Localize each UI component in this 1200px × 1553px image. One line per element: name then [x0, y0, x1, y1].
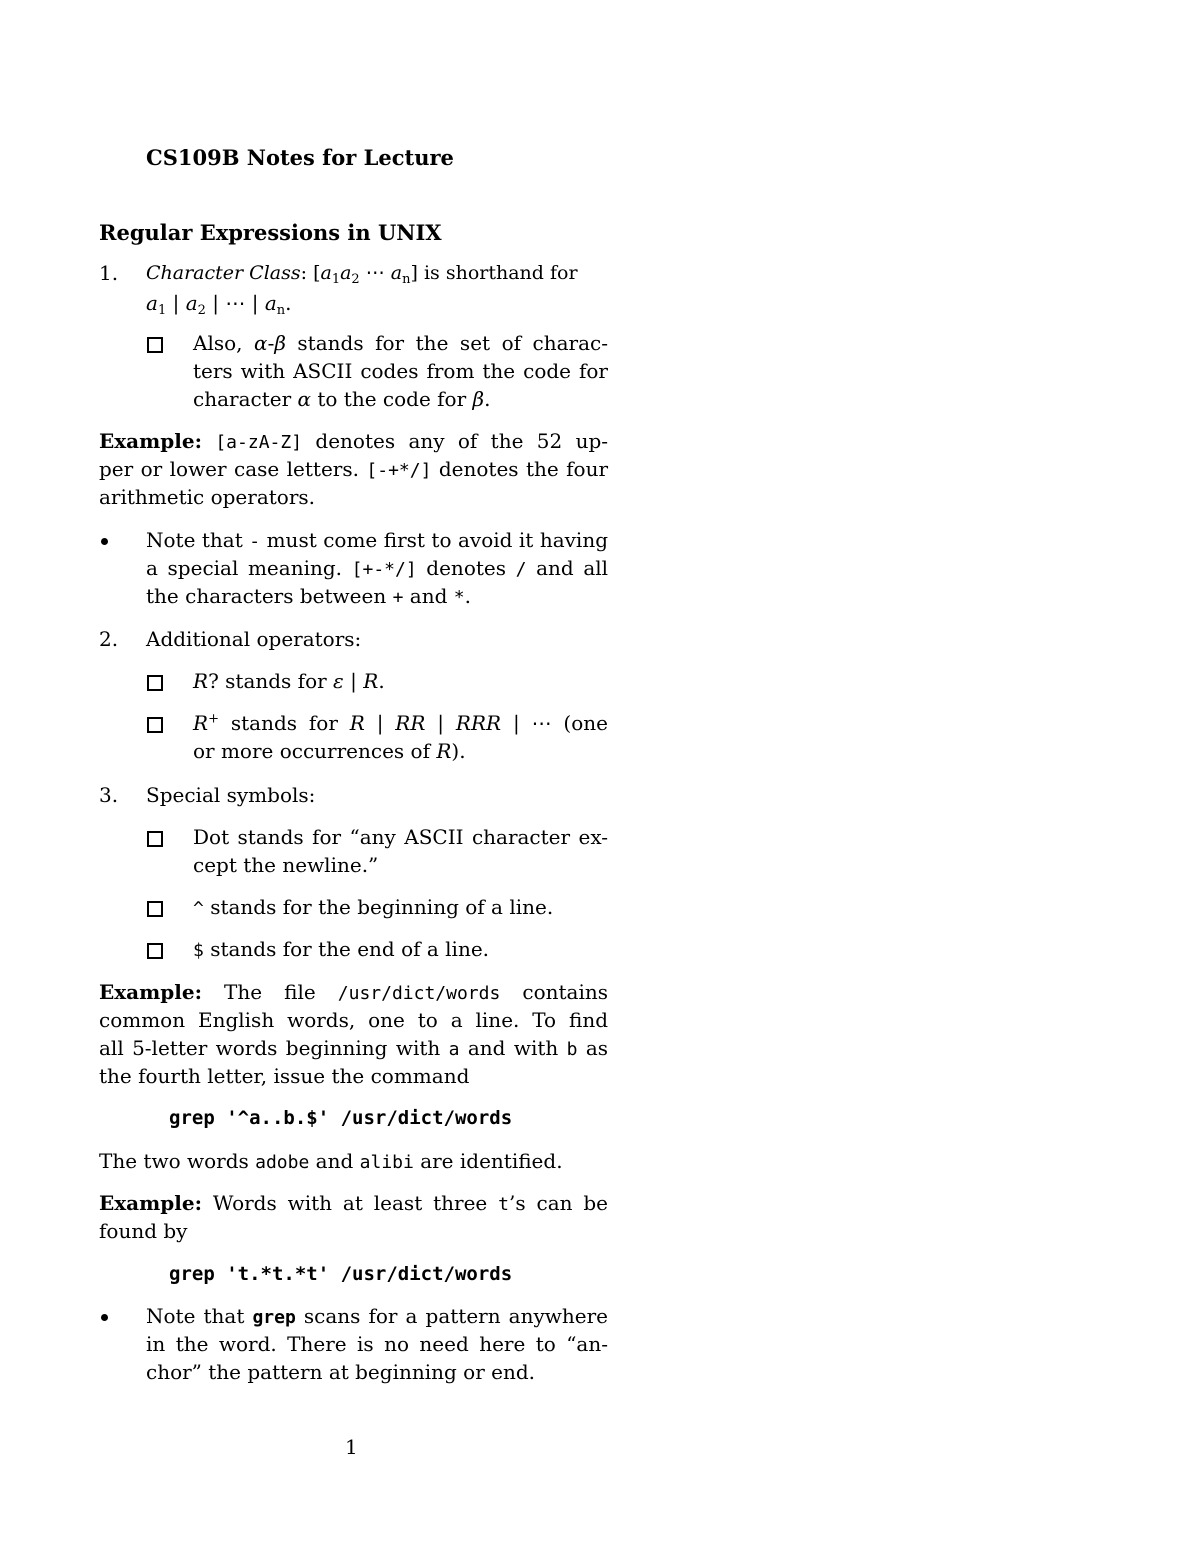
- text: a special meaning.: [146, 556, 343, 580]
- symbol-a: a: [320, 262, 332, 284]
- code: [-+*/]: [366, 460, 432, 481]
- symbol-a: a: [146, 291, 158, 315]
- bar: |: [172, 291, 180, 315]
- example-2-line-3: [99, 1034, 608, 1064]
- example-label: Example:: [99, 1191, 202, 1215]
- ellipsis: ⋯: [225, 291, 246, 315]
- symbol-r: R: [193, 669, 209, 693]
- symbol-a: a: [390, 262, 403, 284]
- alpha-symbol: α: [254, 331, 268, 355]
- page-number: 1: [345, 1435, 358, 1459]
- example-3-line-2: found by: [99, 1219, 188, 1243]
- code: a: [448, 1039, 460, 1060]
- text: and: [315, 1149, 354, 1173]
- symbol-r: R: [363, 669, 379, 693]
- symbol-a: a: [185, 291, 198, 315]
- dash: -: [267, 331, 275, 355]
- note-2-line-1: [146, 1302, 608, 1332]
- bullet-icon: [101, 538, 108, 545]
- subscript: 2: [351, 272, 360, 287]
- subscript: 2: [197, 303, 206, 318]
- section-heading: Regular Expressions in UNIX: [99, 220, 442, 245]
- text: denotes any of the 52 up-: [315, 429, 609, 453]
- text: scans for a pattern anywhere: [303, 1304, 609, 1328]
- item-3-text: Special symbols:: [146, 783, 316, 807]
- period: .: [464, 584, 471, 608]
- example-label: Example:: [99, 429, 202, 453]
- checkbox-square-icon: [147, 717, 163, 733]
- symbol-r: R: [193, 711, 209, 735]
- text: character: [193, 387, 292, 411]
- sub-1-line-1: [193, 329, 608, 357]
- item-1-line-1: [146, 259, 608, 287]
- item-2-number: 2.: [99, 627, 119, 651]
- item-2-sub-2-line-2: [193, 737, 466, 765]
- example-2-line-2: common English words, one to a line. To find: [99, 1008, 608, 1032]
- text: denotes: [426, 556, 506, 580]
- subscript: 1: [331, 272, 341, 287]
- epsilon-symbol: ε: [333, 669, 344, 693]
- period: .: [378, 669, 385, 693]
- code: grep: [252, 1307, 296, 1328]
- text: ’s can be: [509, 1191, 609, 1215]
- period: .: [484, 387, 491, 411]
- item-3-sub-1-line-2: cept the newline.”: [193, 853, 379, 877]
- beta-symbol: β: [274, 331, 286, 355]
- example-3-line-1: [99, 1189, 608, 1219]
- grep-command-2: grep 't.*t.*t' /usr/dict/words: [169, 1263, 513, 1285]
- page-title: CS109B Notes for Lecture: [146, 145, 454, 170]
- code: [a-zA-Z]: [215, 432, 303, 453]
- text: Note that: [146, 1304, 245, 1328]
- item-3-sub-1-line-1: Dot stands for “any ASCII character ex-: [193, 825, 608, 849]
- note-2-line-3: chor” the pattern at beginning or end.: [146, 1360, 536, 1384]
- item-2-sub-2-line-1: [193, 709, 608, 737]
- item-1-text: is shorthand for: [423, 262, 578, 284]
- subscript: n: [276, 303, 286, 318]
- code: [+-*/]: [351, 559, 417, 580]
- item-2-text: Additional operators:: [146, 627, 362, 651]
- code: b: [566, 1039, 578, 1060]
- text: stands for the set of charac-: [297, 331, 609, 355]
- beta-symbol: β: [472, 387, 485, 411]
- code: $: [193, 940, 204, 961]
- text: stands for: [230, 711, 338, 735]
- text: Also,: [193, 331, 243, 355]
- text: stands for the end of a line.: [210, 937, 490, 961]
- bullet-icon: [101, 1314, 108, 1321]
- bar: |: [251, 291, 259, 315]
- code: adobe: [255, 1152, 310, 1173]
- text: ).: [451, 739, 466, 763]
- text: must come first to avoid it having: [266, 528, 609, 552]
- text: are identified.: [420, 1149, 563, 1173]
- item-2-sub-1: [193, 667, 385, 695]
- close-bracket: ]: [410, 262, 418, 284]
- subscript: 1: [157, 303, 167, 318]
- text: The file: [224, 980, 316, 1004]
- label-colon: :: [300, 262, 308, 284]
- superscript-plus: +: [208, 711, 219, 727]
- note-1-line-3: [146, 582, 471, 612]
- example-2-line-4: the fourth letter, issue the command: [99, 1064, 470, 1088]
- text: Note that: [146, 528, 243, 552]
- code: alibi: [359, 1152, 414, 1173]
- open-bracket: [: [313, 262, 321, 284]
- bar: |: [350, 669, 357, 693]
- subscript: n: [402, 272, 411, 287]
- alpha-symbol: α: [297, 387, 311, 411]
- item-3-sub-3: [193, 935, 489, 965]
- symbol-r: R: [436, 739, 452, 763]
- code: t: [498, 1194, 509, 1215]
- expression: R | RR | RRR |: [349, 711, 520, 735]
- example-label: Example:: [99, 980, 202, 1004]
- note-2-line-2: in the word. There is no need here to “an-: [146, 1332, 608, 1356]
- text: stands for the beginning of a line.: [210, 895, 554, 919]
- note-1-line-1: [146, 526, 608, 556]
- code: *: [453, 587, 465, 608]
- code: -: [249, 531, 261, 552]
- item-3-number: 3.: [99, 783, 119, 807]
- checkbox-square-icon: [147, 337, 163, 353]
- text: or more occurrences of: [193, 739, 430, 763]
- period: .: [285, 291, 292, 315]
- code: +: [392, 587, 404, 608]
- text: and with: [467, 1036, 559, 1060]
- sub-1-line-3: [193, 385, 490, 413]
- text: to the code for: [317, 387, 467, 411]
- text: per or lower case letters.: [99, 457, 359, 481]
- text: as: [585, 1036, 609, 1060]
- example-1-line-3: arithmetic operators.: [99, 485, 316, 509]
- bar: |: [212, 291, 220, 315]
- checkbox-square-icon: [147, 943, 163, 959]
- code: ^: [193, 898, 204, 919]
- text: and: [409, 584, 448, 608]
- checkbox-square-icon: [147, 901, 163, 917]
- text: the characters between: [146, 584, 387, 608]
- text: ⋯ (one: [531, 711, 608, 735]
- text: all 5-letter words beginning with: [99, 1036, 441, 1060]
- ellipsis: ⋯: [365, 262, 385, 284]
- symbol-a: a: [264, 291, 277, 315]
- item-1-number: 1.: [99, 261, 119, 285]
- result-line: [99, 1147, 563, 1177]
- text: ? stands for: [208, 669, 327, 693]
- example-1-line-1: [99, 427, 608, 457]
- sub-1-line-2: ters with ASCII codes from the code for: [193, 359, 608, 383]
- example-2-line-1: [99, 978, 608, 1008]
- checkbox-square-icon: [147, 675, 163, 691]
- note-1-line-2: [146, 554, 608, 584]
- item-3-sub-2: [193, 893, 553, 923]
- code: /usr/dict/words: [337, 983, 501, 1004]
- text: and all: [536, 556, 609, 580]
- checkbox-square-icon: [147, 831, 163, 847]
- grep-command-1: grep '^a..b.$' /usr/dict/words: [169, 1107, 513, 1129]
- text: Words with at least three: [212, 1191, 488, 1215]
- symbol-a: a: [340, 262, 352, 284]
- item-1-line-2: [146, 289, 292, 317]
- text: denotes the four: [438, 457, 609, 481]
- example-1-line-2: [99, 455, 608, 485]
- text: contains: [522, 980, 608, 1004]
- text: The two words: [99, 1149, 249, 1173]
- code: /: [515, 559, 527, 580]
- character-class-label: Character Class: [146, 262, 301, 284]
